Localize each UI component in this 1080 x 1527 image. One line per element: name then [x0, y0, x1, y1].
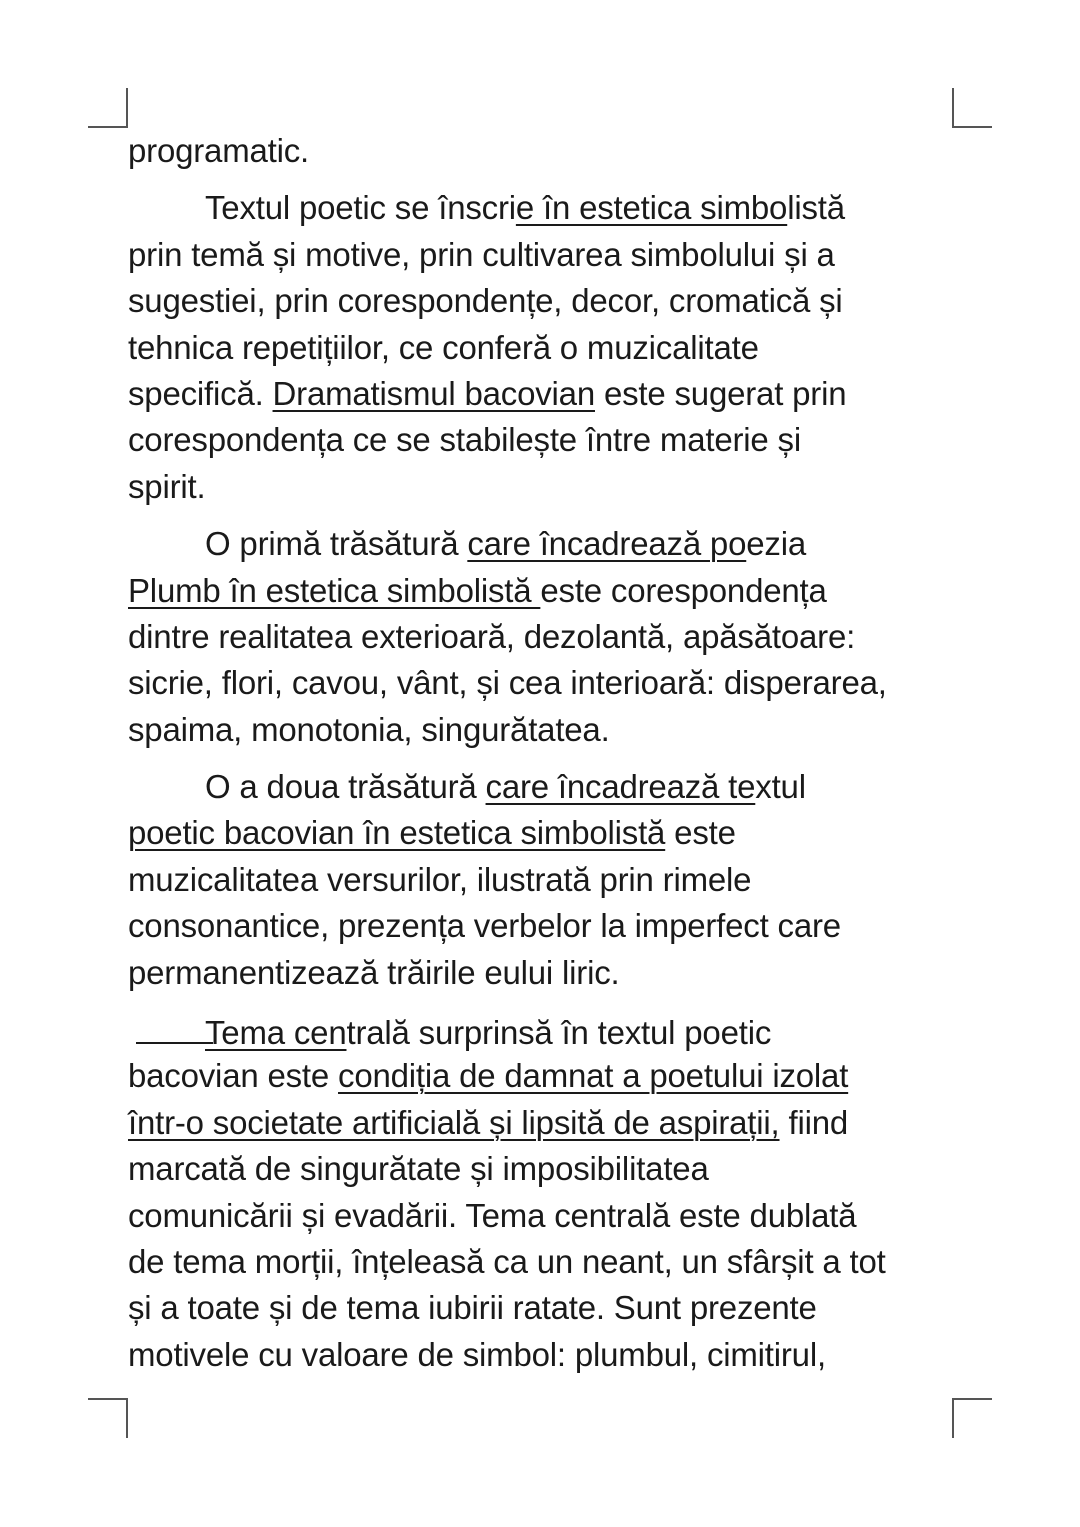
text-segment: de tema morții, înțeleasă ca un neant, un sfârșit a tot	[128, 1242, 886, 1280]
text-segment: sugestiei, prin corespondențe, decor, cromatică și	[128, 282, 843, 320]
text-line	[128, 903, 958, 949]
text-segment: xtul	[755, 768, 806, 806]
text-line	[128, 764, 958, 810]
text-line	[128, 950, 958, 996]
text-line	[128, 278, 958, 324]
text-segment: este sugerat prin	[595, 374, 847, 412]
text-segment: programatic.	[128, 132, 310, 169]
text-line	[128, 568, 958, 614]
crop-mark-top-right	[952, 88, 992, 128]
text-segment: O a doua trăsătură	[205, 768, 486, 806]
text-line	[128, 1007, 958, 1053]
text-line	[128, 1239, 958, 1285]
text-segment: dintre realitatea exterioară, dezolantă, apăsătoare:	[128, 617, 856, 655]
paragraph-gap	[128, 753, 958, 764]
text-line	[128, 1193, 958, 1239]
text-segment: listă	[787, 189, 845, 227]
underlined-blank	[136, 1007, 213, 1044]
underlined-text: care încadrează te	[485, 768, 756, 806]
text-line	[128, 1146, 958, 1192]
text-line	[128, 614, 958, 660]
underlined-text: poetic bacovian în estetica simbolistă	[128, 814, 666, 852]
paragraph-gap	[128, 510, 958, 521]
text-segment: specifică.	[128, 374, 273, 412]
text-segment: marcată de singurătate și imposibilitatea	[128, 1150, 709, 1188]
text-segment: fiind	[779, 1103, 849, 1141]
text-segment: O primă trăsătură	[205, 525, 468, 563]
text-segment: corespondența ce se stabilește între materie și	[128, 421, 801, 459]
text-line	[128, 1285, 958, 1331]
underlined-text: care încadrează po	[467, 525, 747, 563]
crop-mark-top-left	[88, 88, 128, 128]
text-line	[128, 371, 958, 417]
text-line	[128, 810, 958, 856]
underlined-text: e în estetica simbo	[515, 189, 788, 227]
text-line	[128, 464, 958, 510]
text-segment: muzicalitatea versurilor, ilustrată prin rimele	[128, 860, 752, 898]
text-segment: este corespondența	[540, 571, 827, 609]
text-segment: spaima, monotonia, singurătatea.	[128, 710, 610, 748]
text-segment: sicrie, flori, cavou, vânt, și cea interioară: disperarea,	[128, 664, 887, 702]
paragraph-gap	[128, 996, 958, 1007]
text-line	[128, 417, 958, 463]
text-segment: consonantice, prezența verbelor la imperfect care	[128, 907, 841, 945]
text-line	[128, 1332, 958, 1378]
underlined-text: Tema cen	[205, 1014, 347, 1052]
underlined-text: într-o societate artificială și lipsită de aspirații,	[128, 1103, 780, 1141]
text-segment: este	[665, 814, 736, 852]
text-segment: prin temă și motive, prin cultivarea simbolului și a	[128, 235, 835, 273]
text-segment: trală surprinsă în textul poetic	[346, 1014, 772, 1052]
text-line	[128, 857, 958, 903]
text-line	[128, 660, 958, 706]
text-line	[128, 1053, 958, 1099]
text-segment: tehnica repetițiilor, ce conferă o muzicalitate	[128, 328, 759, 366]
text-segment: Textul poetic se înscri	[205, 189, 516, 227]
text-segment: ezia	[746, 525, 806, 563]
text-line	[128, 1100, 958, 1146]
text-line	[128, 521, 958, 567]
document-body-text	[128, 128, 958, 1378]
text-line	[128, 707, 958, 753]
text-segment: comunicării și evadării. Tema centrală este dublată	[128, 1196, 857, 1234]
crop-mark-bottom-right	[952, 1398, 992, 1438]
text-segment: bacovian este	[128, 1057, 339, 1095]
text-line	[128, 128, 958, 174]
paragraph-gap	[128, 174, 958, 185]
text-segment: permanentizează trăirile eului liric.	[128, 953, 620, 991]
underlined-text: Dramatismul bacovian	[272, 374, 595, 412]
text-line	[128, 185, 958, 231]
underlined-text: condiția de damnat a poetului izolat	[338, 1057, 849, 1095]
text-segment: și a toate și de tema iubirii ratate. Sunt prezente	[128, 1289, 817, 1327]
crop-mark-bottom-left	[88, 1398, 128, 1438]
text-line	[128, 232, 958, 278]
text-line	[128, 325, 958, 371]
text-segment: motivele cu valoare de simbol: plumbul, cimitirul,	[128, 1335, 826, 1373]
underlined-text: Plumb în estetica simbolistă	[128, 571, 541, 609]
text-segment: spirit.	[128, 467, 206, 505]
